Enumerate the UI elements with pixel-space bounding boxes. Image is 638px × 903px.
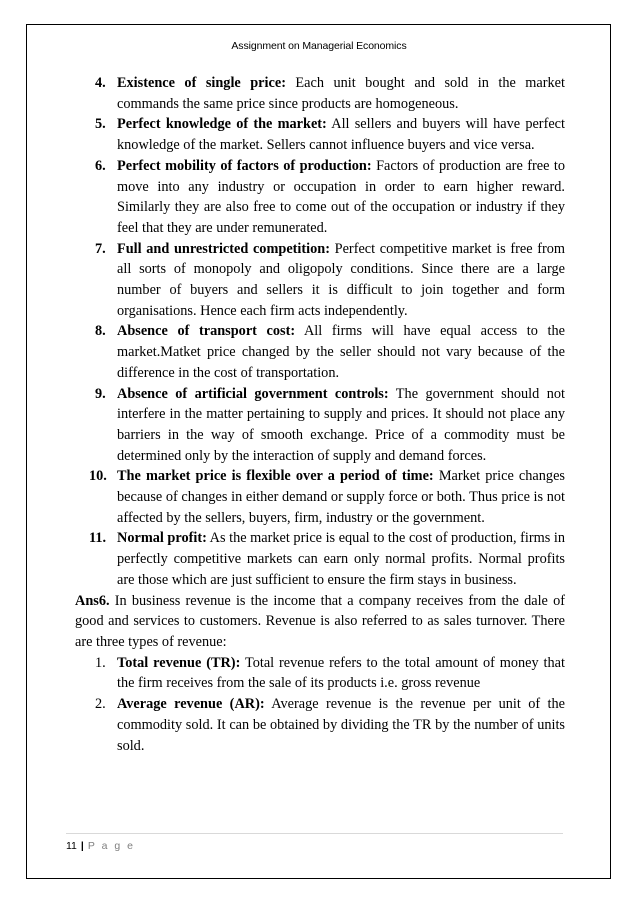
item-text: Total revenue refers to the total amount of money that the firm receives from the sale of its products i.e. gross revenue (117, 654, 565, 692)
item-number: 5. (95, 116, 106, 133)
list-item (75, 321, 565, 383)
revenue-types-list (75, 653, 565, 757)
item-number: 11. (89, 530, 107, 547)
list-item (75, 114, 565, 155)
item-text: All firms will have equal access to the market.Matket price changed by the seller should not vary because of the difference in the cost of transportation. (117, 323, 565, 381)
item-number: 8. (95, 323, 106, 340)
list-item (75, 384, 565, 467)
item-term: Full and unrestricted competition: (117, 240, 330, 257)
item-text: All sellers and buyers will have perfect knowledge of the market. Sellers cannot influence buyers and vice versa. (117, 116, 565, 154)
item-term: Average revenue (AR): (117, 696, 265, 713)
item-number: 10. (89, 468, 107, 485)
item-term: Absence of transport cost: (117, 323, 296, 340)
item-term: Total revenue (TR): (117, 654, 241, 671)
list-item (75, 156, 565, 239)
item-number: 6. (95, 157, 106, 174)
answer-paragraph (75, 591, 565, 653)
footer-separator: | (80, 840, 84, 852)
item-term: The market price is flexible over a period of time: (117, 468, 434, 485)
item-term: Perfect knowledge of the market: (117, 116, 327, 133)
item-text: As the market price is equal to the cost of production, firms in perfectly competitive markets can earn only normal profits. Normal profits are those which are just sufficient to ensure the firm stays in business. (117, 530, 566, 588)
item-term: Absence of artificial government controls: (117, 385, 389, 402)
item-number: 2. (95, 696, 106, 713)
list-item (75, 466, 565, 528)
document-body (75, 73, 565, 756)
list-item (75, 239, 565, 322)
item-text: Each unit bought and sold in the market commands the same price since products are homogeneous. (117, 75, 565, 112)
list-item (75, 73, 565, 114)
item-number: 7. (95, 240, 106, 257)
item-number: 9. (95, 385, 106, 402)
answer-label: Ans6. (75, 592, 110, 609)
item-number: 1. (95, 654, 106, 671)
item-text: Factors of production are free to move into any industry or occupation in order to earn higher reward. Similarly they are also free to come out of the occupation or industry if they feel that they are under remunerated. (117, 157, 566, 236)
item-text: Perfect competitive market is free from all sorts of monopoly and oligopoly conditions. Since there are a large number of buyers and sellers it is difficult to join together and form organisations. Hence each firm acts independently. (117, 240, 566, 319)
page-footer (66, 840, 135, 852)
item-text: Average revenue is the revenue per unit of the commodity sold. It can be obtained by dividing the TR by the number of units sold. (117, 696, 565, 754)
characteristics-list (75, 73, 565, 591)
page-header: Assignment on Managerial Economics (231, 40, 407, 52)
item-term: Perfect mobility of factors of production: (117, 157, 372, 174)
list-item (75, 694, 565, 756)
list-item (75, 528, 565, 590)
answer-text: In business revenue is the income that a company receives from the dale of good and services to customers. Revenue is also referred to as sales turnover. There are three types of revenue: (75, 592, 565, 650)
page-label: P a g e (87, 840, 135, 852)
item-text: The government should not interfere in the matter pertaining to supply and prices. It should not place any barriers in the way of smooth exchange. Price of a commodity must be determined only by the interaction of supply and demand forces. (117, 385, 565, 464)
item-term: Existence of single price: (117, 75, 286, 91)
item-text: Market price changes because of changes in either demand or supply force or both. Thus price is not affected by the sellers, buyers, firm, industry or the government. (117, 468, 565, 526)
item-term: Normal profit: (117, 530, 207, 547)
page-number: 11 (66, 840, 77, 852)
footer-divider (66, 833, 563, 834)
item-number: 4. (95, 75, 106, 91)
list-item (75, 653, 565, 694)
